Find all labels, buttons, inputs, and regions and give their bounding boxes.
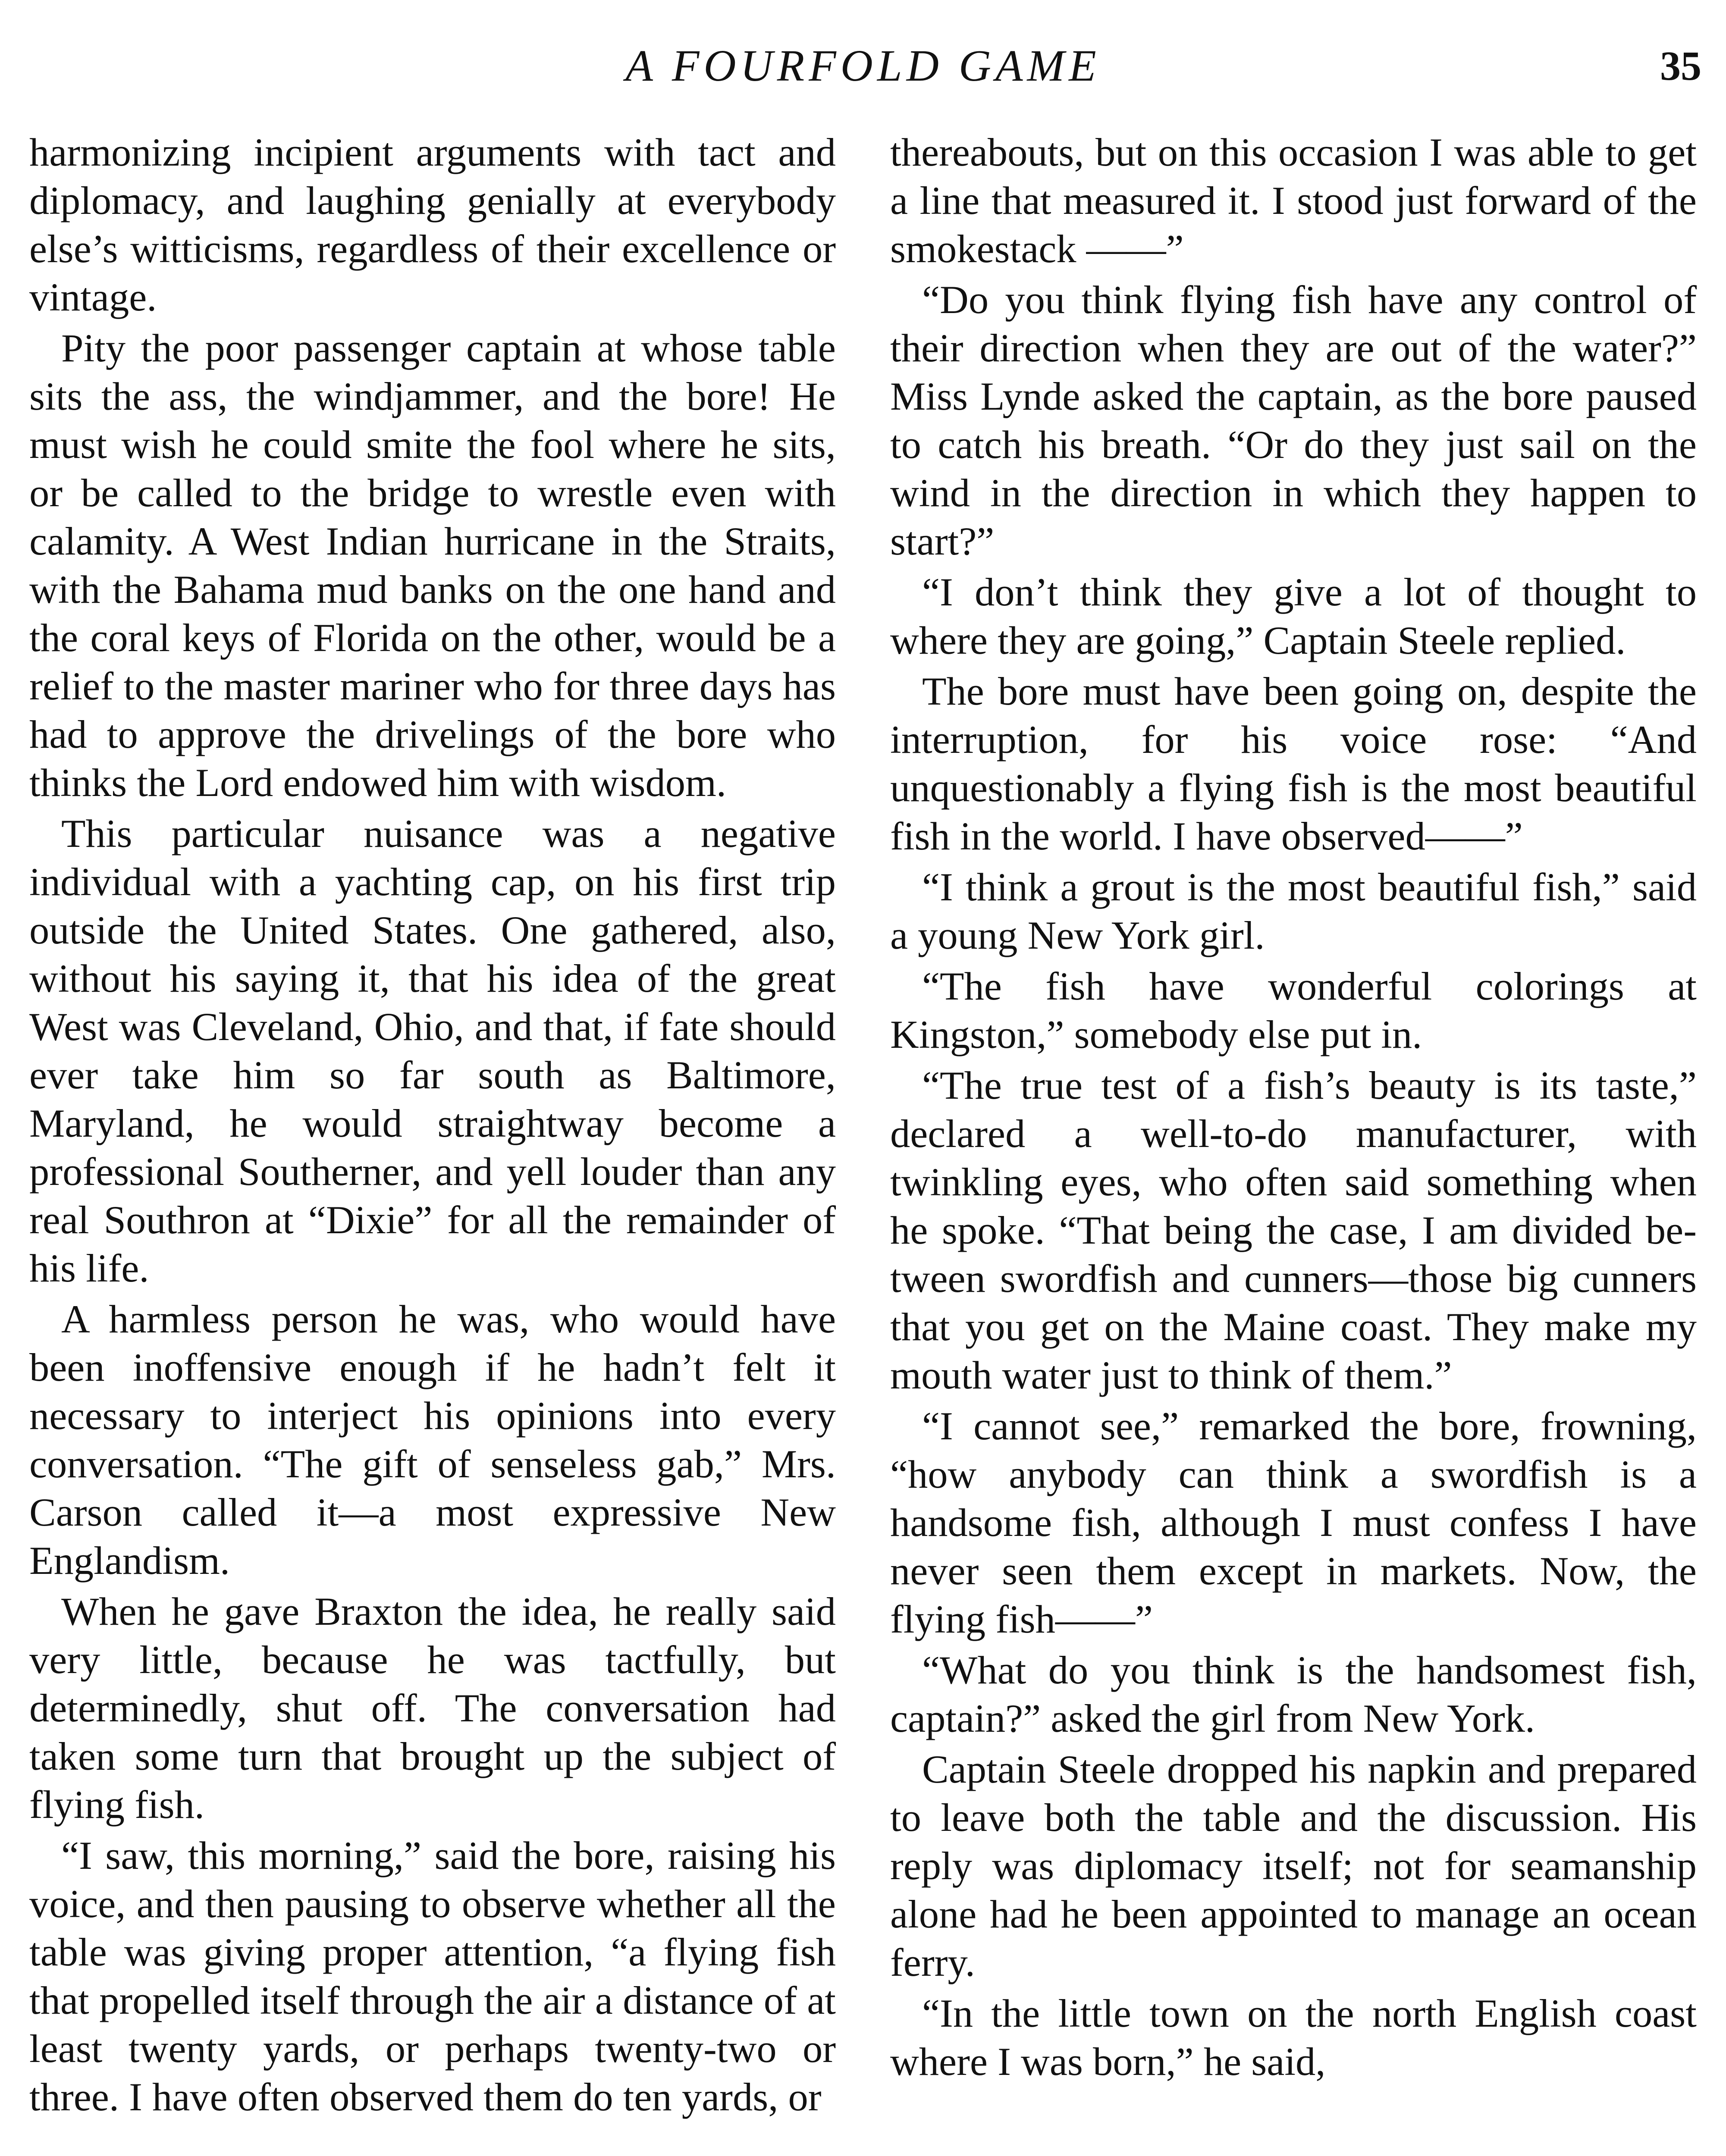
- paragraph: “Do you think flying fish have any control of their direction when they are out of the water?” Miss Lynde asked the captain, as the bore paused to catch his breath. “Or do they just sail on the wind in the direction in which they happen to start?”: [890, 278, 1697, 564]
- paragraph: harmonizing incipient arguments with tact and diplomacy, and laughing genially at everybody else’s witticisms, regardless of their excellence or vintage.: [29, 131, 836, 320]
- paragraph: “I don’t think they give a lot of thought to where they are going,” Captain Steele replied.: [890, 570, 1697, 663]
- paragraph: “The fish have wonderful colorings at Kingston,” somebody else put in.: [890, 965, 1697, 1057]
- paragraph: The bore must have been going on, despite the interruption, for his voice rose: “And unquestionably a flying fish is the most beautiful fish in the world. I have observed——”: [890, 670, 1697, 859]
- paragraph: “In the little town on the north English coast where I was born,” he said,: [890, 1992, 1697, 2084]
- paragraph: Captain Steele dropped his napkin and prepared to leave both the table and the discussion. His reply was diplomacy itself; not for seamanship alone had he been appointed to manage an ocean ferry.: [890, 1748, 1697, 1985]
- left-column: [29, 128, 836, 2124]
- paragraph: This particular nuisance was a negative individual with a yachting cap, on his first trip outside the United States. One gathered, also, without his saying it, that his idea of the great West was Cleveland, Ohio, and that, if fate should ever take him so far south as Baltimore, Maryland, he would straightway become a professional Southerner, and yell louder than any real Southron at “Dixie” for all the remainder of his life.: [29, 812, 836, 1291]
- running-head: [0, 38, 1726, 94]
- paragraph: thereabouts, but on this occasion I was able to get a line that measured it. I stood just forward of the smokestack ——”: [890, 131, 1697, 271]
- paragraph: A harmless person he was, who would have been inoffensive enough if he hadn’t felt it necessary to interject his opinions into every conversation. “The gift of senseless gab,” Mrs. Carson called it—a most expressive New Englandism.: [29, 1297, 836, 1583]
- paragraph: “What do you think is the handsomest fish, captain?” asked the girl from New York.: [890, 1648, 1697, 1741]
- paragraph: “I cannot see,” remarked the bore, frowning, “how anybody can think a swordfish is a handsome fish, although I must confess I have never seen them except in markets. Now, the flying fish——”: [890, 1404, 1697, 1642]
- paragraph: “I think a grout is the most beautiful fish,” said a young New York girl.: [890, 865, 1697, 958]
- paragraph: “The true test of a fish’s beauty is its taste,” declared a well-to-do manufacturer, with twinkling eyes, who often said something when he spoke. “That being the case, I am divided between swordfish and cunners—those big cunners that you get on the Maine coast. They make my mouth water just to think of them.”: [890, 1064, 1697, 1398]
- right-column: [890, 128, 1697, 2089]
- running-title: A FOURFOLD GAME: [625, 41, 1101, 91]
- paragraph: When he gave Braxton the idea, he really said very little, because he was tactfully, but determinedly, shut off. The conversation had taken some turn that brought up the subject of flying fish.: [29, 1590, 836, 1827]
- page-number: 35: [1660, 43, 1701, 89]
- paragraph: Pity the poor passenger captain at whose table sits the ass, the windjammer, and the bore! He must wish he could smite the fool where he sits, or be called to the bridge to wrestle even with calamity. A West Indian hurricane in the Straits, with the Bahama mud banks on the one hand and the coral keys of Florida on the other, would be a relief to the master mariner who for three days has had to approve the drivelings of the bore who thinks the Lord endowed him with wisdom.: [29, 326, 836, 805]
- paragraph: “I saw, this morning,” said the bore, raising his voice, and then pausing to observe whether all the table was giving proper attention, “a flying fish that propelled itself through the air a distance of at least twenty yards, or perhaps twenty-two or three. I have often observed them do ten yards, or: [29, 1834, 836, 2119]
